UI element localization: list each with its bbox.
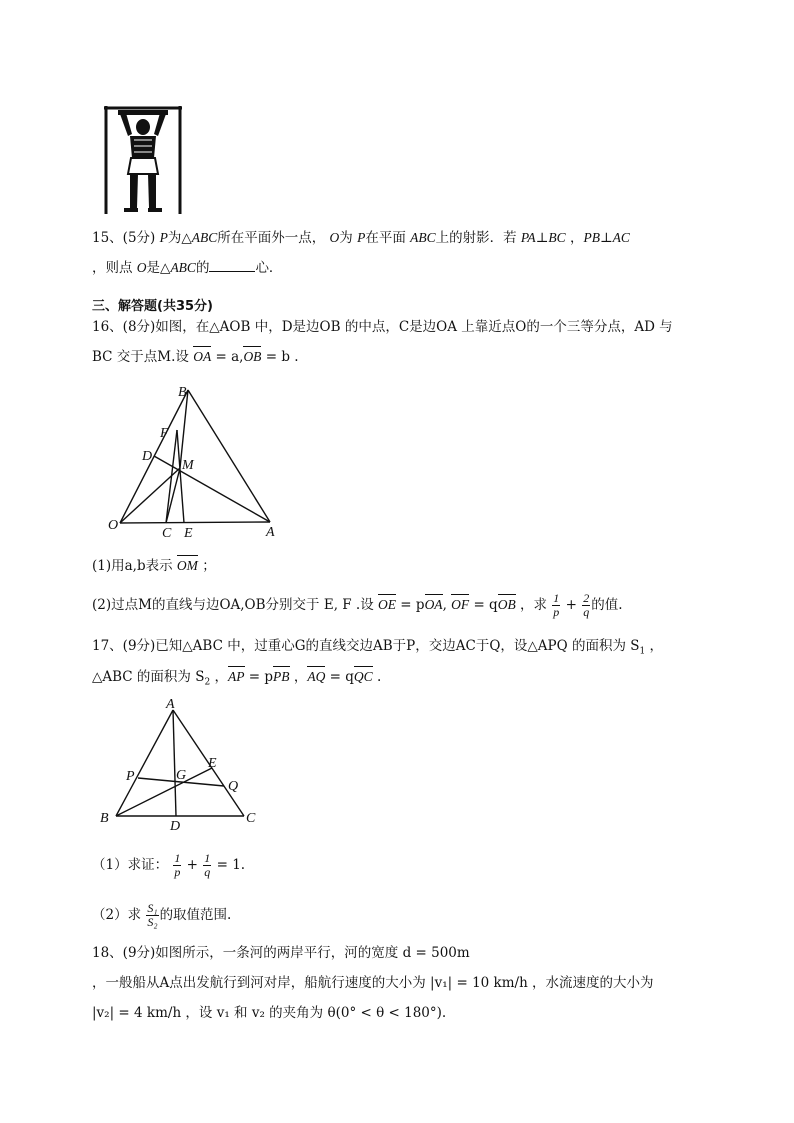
q18-line2: ，一般船从A点出发航行到河对岸，船航行速度的大小为 |v₁| = 10 km/h ，水流速度的大小为 [92, 975, 654, 991]
section-title: 三、解答题(共35分) [92, 299, 213, 314]
q17-part1: （1）求证： $\frac{1}{p}$ + $\frac{1}{q}$ = 1. [92, 851, 246, 879]
q17-line1: 17、(9分)已知△ABC 中，过重心G的直线交边AB于P，交边AC于Q，设△APQ 的面积为 $S_1$ ， [92, 638, 664, 657]
q15-line2: ，则点 O是△ABC的 心． [92, 260, 283, 276]
q16-part1: (1)用a,b表示 OM ； [92, 558, 216, 574]
label-E: E [184, 526, 193, 540]
q16-line1: 16、(8分)如图，在△AOB 中，D是边OB 的中点，C是边OA 上靠近点O的一个三等分点，AD 与 [92, 319, 673, 335]
q16-part2: (2)过点M的直线与边OA,OB分别交于 E, F .设 OE = pOA, OF = qOB ，求 $\frac{1}{p}$ + $\frac{2}{q}$ 的值. [92, 591, 623, 619]
fraction-1-p: $\frac{1}{p}$ [174, 851, 181, 879]
label-A: A [166, 697, 175, 712]
answer-blank [209, 259, 255, 272]
q18-line3: |v₂| = 4 km/h ，设 v₁ 和 v₂ 的夹角为 θ(0° < θ < 180°). [92, 1005, 447, 1021]
pull-up-illustration [98, 100, 188, 218]
fraction-2-q: $\frac{2}{q}$ [583, 591, 590, 619]
q15-line1: 15、(5分) P为△ABC所在平面外一点， O为 P在平面 ABC上的射影．若 PA⊥BC ，PB⊥AC [92, 230, 630, 246]
fraction-1-q: $\frac{1}{q}$ [204, 851, 211, 879]
q17-line2: △ABC 的面积为 $S_2$ ，AP = pPB ，AQ = qQC . [92, 669, 382, 688]
label-D: D [142, 449, 153, 464]
label-B: B [178, 385, 187, 400]
label-A: A [266, 525, 275, 540]
label-G: G [176, 768, 187, 783]
label-E: E [208, 756, 217, 771]
label-Q: Q [228, 779, 239, 794]
q18-line1: 18、(9分)如图所示，一条河的两岸平行，河的宽度 d = 500m [92, 945, 470, 961]
q17-figure [98, 696, 268, 834]
label-B: B [100, 811, 109, 826]
label-O: O [108, 518, 119, 533]
fraction-1-p: $\frac{1}{p}$ [553, 591, 560, 619]
label-P: P [126, 769, 135, 784]
q16-line2: BC 交于点M.设 OA = a,OB = b . [92, 349, 299, 365]
label-C: C [246, 811, 256, 826]
q17-part2: （2）求 $\frac{\text{S₁}}{\text{S₂}}$ 的取值范围. [92, 901, 232, 929]
label-F: F [160, 426, 169, 441]
label-M: M [182, 458, 194, 473]
label-D: D [170, 819, 181, 834]
q16-figure [108, 380, 288, 540]
label-C: C [162, 526, 172, 540]
fraction-s1-s2: $\frac{\text{S₁}}{\text{S₂}}$ [147, 901, 158, 929]
